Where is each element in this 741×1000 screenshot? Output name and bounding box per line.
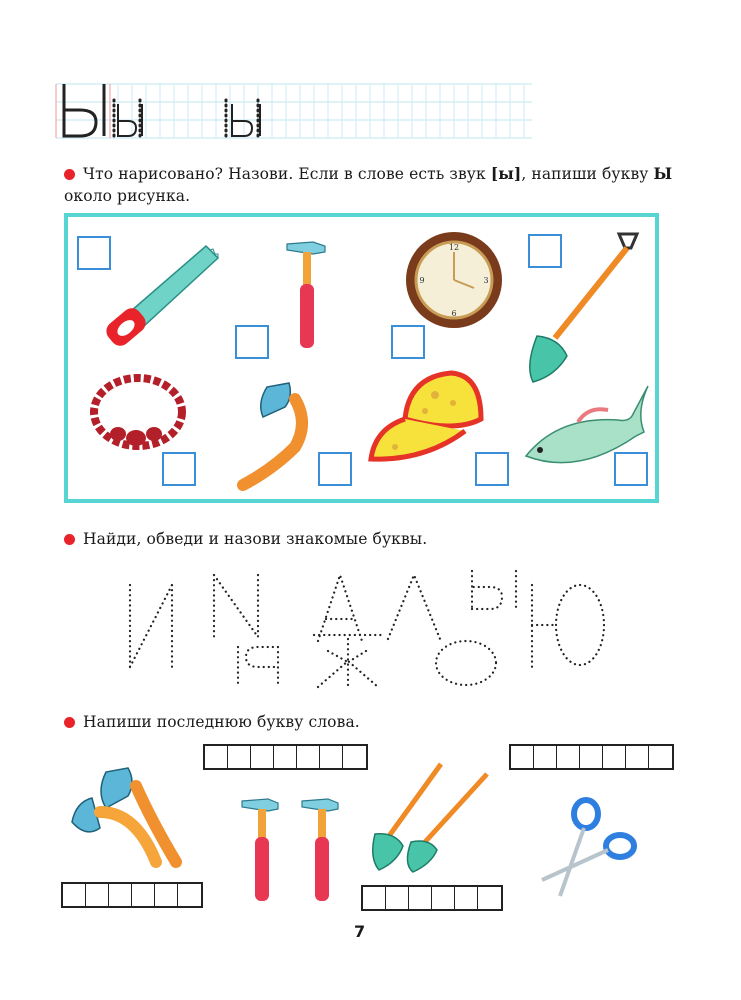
bullet-dot-icon [64, 534, 75, 545]
dotted-letter-n [214, 575, 258, 637]
dotted-letter-o [436, 641, 496, 685]
scissors-icon [540, 798, 640, 903]
hammer-icon [283, 236, 343, 356]
dotted-letter-yery [472, 571, 516, 609]
answer-box-clock[interactable] [391, 325, 425, 359]
writing-line [56, 78, 532, 140]
saw-icon [96, 236, 226, 361]
task1-text-c: около рисунка. [64, 187, 191, 205]
page-number: 7 [354, 922, 366, 941]
task3-instruction [64, 711, 360, 733]
word-cells-axes[interactable] [61, 882, 203, 908]
dotted-letter-yu [532, 585, 604, 669]
svg-text:6: 6 [451, 309, 457, 318]
bullet-dot-icon [64, 717, 75, 728]
writing-grid [56, 78, 532, 140]
answer-box-hammer[interactable] [235, 325, 269, 359]
svg-text:12: 12 [448, 243, 460, 252]
clock-icon [404, 230, 504, 330]
shovels-icon [367, 758, 497, 873]
dotted-letters [118, 565, 618, 690]
dotted-letter-yery-inverted [238, 647, 278, 687]
fish-icon [518, 376, 653, 476]
task1-letter: Ы [653, 164, 673, 183]
dotted-letter-a [318, 575, 362, 641]
svg-text:9: 9 [419, 276, 425, 285]
letter-upper-sample [64, 84, 104, 136]
beads-icon [88, 372, 188, 457]
task1-instruction [64, 163, 672, 185]
word-cells-scissors[interactable] [509, 744, 674, 770]
dotted-letter-i [130, 585, 172, 667]
task1-text-b: , напиши букву [521, 165, 654, 183]
shovel-icon [515, 226, 645, 386]
task1-text-a: Что нарисовано? Назови. Если в слове есть звук [83, 165, 491, 183]
word-cells-hammers[interactable] [203, 744, 368, 770]
dotted-letter-zhe [314, 635, 382, 687]
word-cells-shovels[interactable] [361, 885, 503, 911]
task2-instruction [64, 528, 427, 550]
svg-text:3: 3 [483, 276, 489, 285]
dotted-letter-el [388, 575, 440, 639]
hammers-icon [238, 795, 358, 905]
task3-text: Напиши последнюю букву слова. [83, 713, 360, 731]
cap-icon [365, 369, 485, 469]
bullet-dot-icon [64, 169, 75, 180]
task2-text: Найди, обведи и назови знакомые буквы. [83, 530, 428, 548]
task1-sound: [ы] [490, 164, 522, 183]
axes-icon [66, 752, 196, 877]
task1-instruction-line2 [64, 185, 190, 207]
axe-icon [233, 377, 333, 492]
answer-box-beads[interactable] [162, 452, 196, 486]
